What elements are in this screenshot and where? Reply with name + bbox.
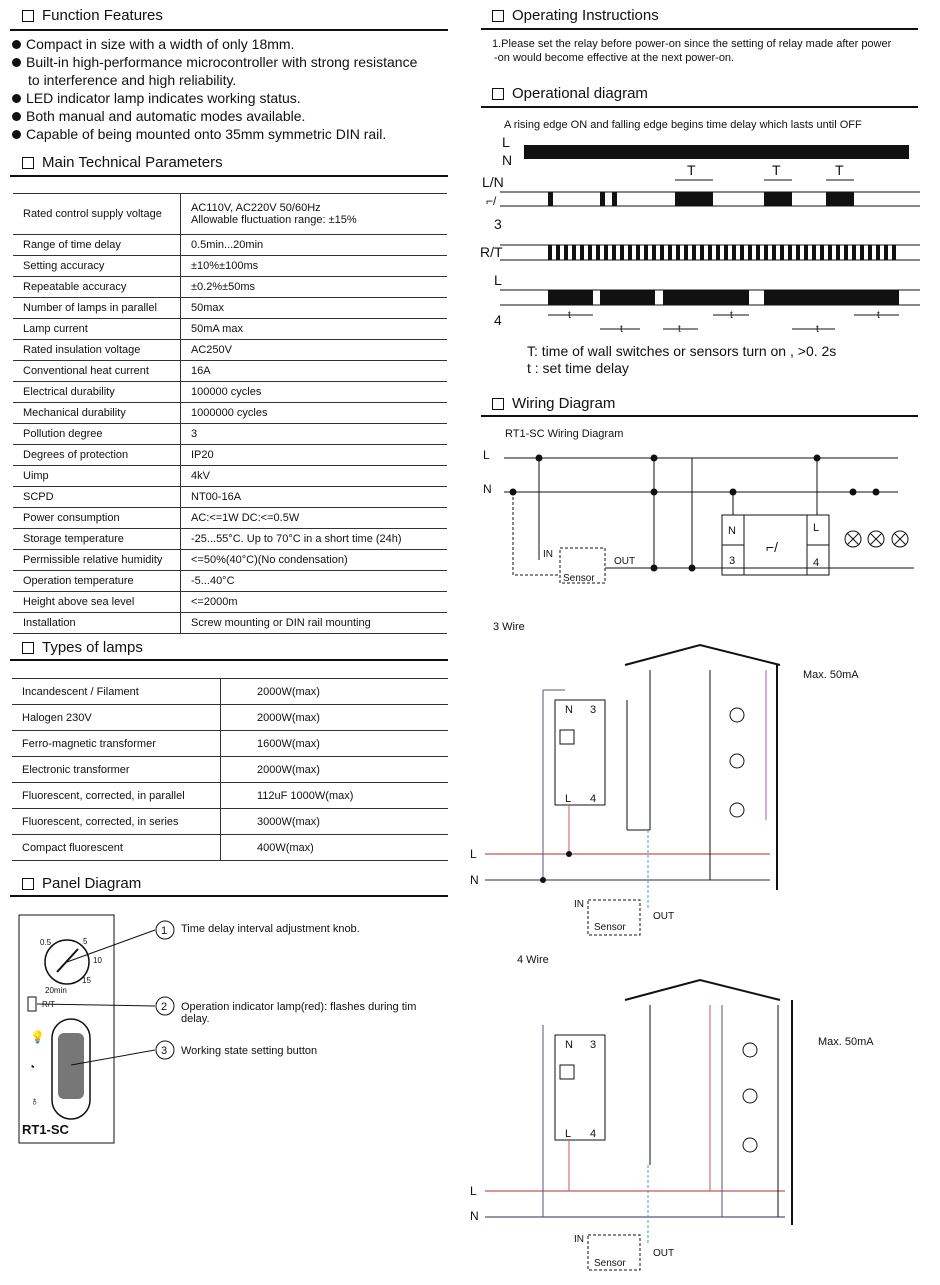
- param-value: ±0.2%±50ms: [181, 277, 448, 298]
- main-params-header: [22, 154, 223, 171]
- callout-1-text: Time delay interval adjustment knob.: [181, 923, 360, 935]
- svg-text:L: L: [565, 1128, 572, 1140]
- section-divider: [10, 29, 448, 31]
- table-row: [13, 340, 447, 361]
- table-row: [13, 424, 447, 445]
- blink-pulse: [692, 245, 696, 260]
- param-name: Power consumption: [13, 508, 181, 529]
- knob-label: 15: [82, 976, 91, 985]
- param-name: Electrical durability: [13, 382, 181, 403]
- state-button-face: [58, 1033, 84, 1099]
- blink-pulse: [772, 245, 776, 260]
- signal-label: N: [502, 152, 513, 168]
- model-name: RT1-SC: [22, 1122, 69, 1137]
- signal-label: R/T: [480, 244, 503, 260]
- lamp-max: 2000W(max): [221, 705, 449, 731]
- line-label: L: [470, 847, 477, 861]
- bullet-icon: [12, 58, 21, 67]
- section-divider: [481, 106, 918, 108]
- section-divider: [10, 175, 448, 177]
- section-title: Operational diagram: [512, 85, 648, 102]
- blink-pulse: [556, 245, 560, 260]
- lamp-icon: [730, 754, 744, 768]
- lamp-type: Fluorescent, corrected, in series: [12, 809, 221, 835]
- table-row: [13, 319, 447, 340]
- signal-label: 3: [494, 216, 502, 232]
- wiring-schematic: [480, 440, 920, 600]
- param-name: Height above sea level: [13, 592, 181, 613]
- table-row: [13, 571, 447, 592]
- param-value: 50max: [181, 298, 448, 319]
- table-row: [12, 705, 448, 731]
- blink-pulse: [852, 245, 856, 260]
- blink-pulse: [572, 245, 576, 260]
- param-value: AC:<=1W DC:<=0.5W: [181, 508, 448, 529]
- instruction-text: 1.Please set the relay before power-on since the setting of relay made after power: [492, 38, 892, 50]
- blink-pulse: [828, 245, 832, 260]
- param-name: Permissible relative humidity: [13, 550, 181, 571]
- blink-pulse: [748, 245, 752, 260]
- diagram-caption: A rising edge ON and falling edge begins time delay which lasts until OFF: [504, 119, 862, 131]
- panel-outline: [19, 915, 114, 1143]
- blink-pulse: [844, 245, 848, 260]
- blink-pulse: [628, 245, 632, 260]
- table-row: [13, 403, 447, 424]
- relay-module: [555, 700, 605, 805]
- svg-text:OUT: OUT: [614, 556, 636, 567]
- param-name: Conventional heat current: [13, 361, 181, 382]
- panel-diagram: [0, 905, 460, 1145]
- param-value: 1000000 cycles: [181, 403, 448, 424]
- blink-pulse: [764, 245, 768, 260]
- param-value: AC110V, AC220V 50/60Hz Allowable fluctuation range: ±15%: [181, 194, 448, 235]
- svg-text:4: 4: [590, 793, 597, 805]
- table-row: [13, 256, 447, 277]
- blink-pulse: [884, 245, 888, 260]
- line-label: L: [470, 1184, 477, 1198]
- lamp-icon: [743, 1138, 757, 1152]
- section-divider: [10, 659, 448, 661]
- blink-pulse: [876, 245, 880, 260]
- knob-label: 0.5: [40, 938, 52, 947]
- svg-text:t: t: [816, 324, 819, 335]
- knob-label: 20min: [45, 986, 67, 995]
- param-name: Degrees of protection: [13, 445, 181, 466]
- table-row: [13, 361, 447, 382]
- table-row: [12, 757, 448, 783]
- svg-text:L: L: [813, 522, 820, 534]
- param-name: Pollution degree: [13, 424, 181, 445]
- section-title: Operating Instructions: [512, 7, 659, 24]
- table-row: [13, 382, 447, 403]
- line-label: N: [470, 873, 479, 887]
- blink-pulse: [580, 245, 584, 260]
- blink-pulse: [860, 245, 864, 260]
- table-row: [13, 550, 447, 571]
- feature-item-continuation: to interference and high reliability.: [28, 72, 237, 88]
- blink-pulse: [716, 245, 720, 260]
- 3-wire-max: Max. 50mA: [803, 669, 859, 681]
- svg-text:N: N: [728, 525, 736, 537]
- checkbox-square-icon: [492, 10, 504, 22]
- svg-text:Sensor: Sensor: [594, 1258, 626, 1269]
- 4-wire-title: 4 Wire: [517, 954, 549, 966]
- svg-text:t: t: [568, 310, 571, 321]
- blink-pulse: [804, 245, 808, 260]
- lamp-icon: [868, 531, 884, 547]
- blink-pulse: [660, 245, 664, 260]
- T-markers: [675, 162, 854, 180]
- svg-text:1: 1: [161, 925, 168, 937]
- blink-pulse: [652, 245, 656, 260]
- section-title: Main Technical Parameters: [42, 154, 223, 171]
- section-divider: [481, 415, 918, 417]
- blink-pulse: [892, 245, 896, 260]
- param-name: Setting accuracy: [13, 256, 181, 277]
- table-row: [13, 613, 447, 634]
- lamp-icon: [730, 803, 744, 817]
- wiring-diagram-header: [492, 395, 615, 412]
- lamp-type: Compact fluorescent: [12, 835, 221, 861]
- signal-label: L: [502, 134, 510, 150]
- param-value: ±10%±100ms: [181, 256, 448, 277]
- blink-pulse: [604, 245, 608, 260]
- blink-pulse: [732, 245, 736, 260]
- knob-label: 5: [83, 937, 88, 946]
- bulb-off-icon: ♁: [30, 1094, 39, 1108]
- blink-pulse: [836, 245, 840, 260]
- feature-item: LED indicator lamp indicates working status.: [12, 89, 452, 107]
- table-row: [13, 445, 447, 466]
- blink-pulse: [684, 245, 688, 260]
- param-value: 4kV: [181, 466, 448, 487]
- clock-icon: ◔: [28, 1060, 36, 1074]
- table-row: [13, 466, 447, 487]
- roof: [625, 645, 780, 665]
- svg-text:N: N: [565, 1039, 573, 1051]
- lamp-icon: [892, 531, 908, 547]
- types-of-lamps-header: [22, 639, 143, 656]
- relay-contact-symbol: ⌐/: [766, 539, 779, 555]
- section-title: Panel Diagram: [42, 875, 142, 892]
- feature-item: Built-in high-performance microcontroller with strong resistance: [12, 53, 452, 71]
- section-divider: [481, 28, 918, 30]
- blink-pulse: [588, 245, 592, 260]
- svg-text:N: N: [565, 704, 573, 716]
- blink-pulse: [756, 245, 760, 260]
- param-value: 50mA max: [181, 319, 448, 340]
- table-row: [13, 487, 447, 508]
- bullet-icon: [12, 40, 21, 49]
- svg-text:4: 4: [813, 557, 820, 569]
- lamps-table: [12, 678, 448, 861]
- table-row: [12, 679, 448, 705]
- params-table: [13, 193, 447, 634]
- section-title: Types of lamps: [42, 639, 143, 656]
- callout-3-text: Working state setting button: [181, 1045, 318, 1057]
- rt-label: R/T: [42, 1000, 55, 1009]
- blink-pulse: [636, 245, 640, 260]
- checkbox-square-icon: [22, 642, 34, 654]
- svg-text:Sensor: Sensor: [594, 922, 626, 933]
- 4-wire-diagram: [470, 975, 890, 1275]
- instruction-text: -on would become effective at the next power-on.: [494, 52, 735, 64]
- operational-diagram-header: [492, 85, 648, 102]
- bullet-icon: [12, 112, 21, 121]
- param-value: AC250V: [181, 340, 448, 361]
- bullet-icon: [12, 130, 21, 139]
- svg-text:t: t: [877, 310, 880, 321]
- 3-wire-title: 3 Wire: [493, 621, 525, 633]
- table-row: [13, 508, 447, 529]
- signal-label: L: [494, 272, 502, 288]
- lamp-max: 112uF 1000W(max): [221, 783, 449, 809]
- param-name: Uimp: [13, 466, 181, 487]
- param-name: Lamp current: [13, 319, 181, 340]
- param-value: 16A: [181, 361, 448, 382]
- line-label: N: [470, 1209, 479, 1223]
- feature-item: Capable of being mounted onto 35mm symmetric DIN rail.: [12, 125, 452, 143]
- bulb-on-icon: 💡: [30, 1030, 45, 1044]
- lamp-max: 3000W(max): [221, 809, 449, 835]
- svg-text:3: 3: [161, 1045, 168, 1057]
- param-name: Storage temperature: [13, 529, 181, 550]
- lamp-type: Fluorescent, corrected, in parallel: [12, 783, 221, 809]
- callout-2-text: Operation indicator lamp(red): flashes during tim delay.: [181, 1001, 417, 1025]
- checkbox-square-icon: [492, 398, 504, 410]
- checkbox-square-icon: [22, 157, 34, 169]
- relay-module: [555, 1035, 605, 1140]
- lamp-type: Halogen 230V: [12, 705, 221, 731]
- table-row: [13, 529, 447, 550]
- checkbox-square-icon: [492, 88, 504, 100]
- lamp-type: Electronic transformer: [12, 757, 221, 783]
- output-signal: [500, 290, 920, 305]
- param-value: 100000 cycles: [181, 382, 448, 403]
- feature-item: Compact in size with a width of only 18mm.: [12, 35, 452, 53]
- svg-text:3: 3: [729, 555, 736, 567]
- svg-text:T: T: [835, 162, 844, 178]
- param-name: Range of time delay: [13, 235, 181, 256]
- panel-diagram-header: [22, 875, 141, 892]
- timing-note: T: time of wall switches or sensors turn on , >0. 2s: [527, 343, 837, 359]
- wiring-subtitle: RT1-SC Wiring Diagram: [505, 428, 624, 440]
- function-features-header: [22, 7, 163, 24]
- svg-text:T: T: [687, 162, 696, 178]
- param-value: IP20: [181, 445, 448, 466]
- svg-text:OUT: OUT: [653, 911, 675, 922]
- blink-pulse: [700, 245, 704, 260]
- param-name: Installation: [13, 613, 181, 634]
- lamp-type: Ferro-magnetic transformer: [12, 731, 221, 757]
- lamp-max: 400W(max): [221, 835, 449, 861]
- svg-text:4: 4: [590, 1128, 597, 1140]
- svg-text:T: T: [772, 162, 781, 178]
- svg-text:Sensor: Sensor: [563, 573, 595, 584]
- lamp-icon: [845, 531, 861, 547]
- signal-label: 4: [494, 312, 502, 328]
- param-value: 3: [181, 424, 448, 445]
- table-row: [13, 592, 447, 613]
- blink-pulse: [812, 245, 816, 260]
- svg-text:IN: IN: [574, 1234, 584, 1245]
- knob-label: 10: [93, 956, 102, 965]
- svg-text:2: 2: [161, 1001, 168, 1013]
- svg-text:t: t: [730, 310, 733, 321]
- operating-instructions-header: [492, 7, 659, 24]
- feature-item: Both manual and automatic modes available.: [12, 107, 452, 125]
- svg-text:IN: IN: [574, 899, 584, 910]
- checkbox-square-icon: [22, 878, 34, 890]
- blink-pulse: [596, 245, 600, 260]
- svg-text:IN: IN: [543, 549, 553, 560]
- blink-pulse: [612, 245, 616, 260]
- 4-wire-max: Max. 50mA: [818, 1036, 874, 1048]
- table-row: [13, 194, 447, 235]
- roof: [625, 980, 780, 1000]
- lamp-icon: [743, 1043, 757, 1057]
- lamp-max: 1600W(max): [221, 731, 449, 757]
- svg-text:t: t: [620, 324, 623, 335]
- callout-line: [67, 930, 155, 962]
- param-value: -5...40°C: [181, 571, 448, 592]
- section-title: Wiring Diagram: [512, 395, 616, 412]
- line-label: N: [483, 482, 492, 496]
- rt-blink-signal: [500, 245, 920, 260]
- blink-pulse: [788, 245, 792, 260]
- table-row: [12, 783, 448, 809]
- blink-pulse: [740, 245, 744, 260]
- svg-text:3: 3: [590, 1039, 597, 1051]
- param-name: Rated insulation voltage: [13, 340, 181, 361]
- indicator-lamp: [28, 997, 36, 1011]
- param-name: Rated control supply voltage: [13, 194, 181, 235]
- blink-pulse: [820, 245, 824, 260]
- param-value: <=2000m: [181, 592, 448, 613]
- blink-pulse: [724, 245, 728, 260]
- param-value: 0.5min...20min: [181, 235, 448, 256]
- 3-wire-diagram: [470, 640, 890, 940]
- svg-text:3: 3: [590, 704, 597, 716]
- blink-pulse: [796, 245, 800, 260]
- table-row: [13, 298, 447, 319]
- checkbox-square-icon: [22, 10, 34, 22]
- lamp-type: Incandescent / Filament: [12, 679, 221, 705]
- table-row: [12, 809, 448, 835]
- table-row: [13, 277, 447, 298]
- param-name: Mechanical durability: [13, 403, 181, 424]
- blink-pulse: [548, 245, 552, 260]
- blink-pulse: [708, 245, 712, 260]
- param-value: NT00-16A: [181, 487, 448, 508]
- input-signal: [500, 192, 920, 206]
- blink-pulse: [620, 245, 624, 260]
- blink-pulse: [668, 245, 672, 260]
- param-name: Number of lamps in parallel: [13, 298, 181, 319]
- lamp-max: 2000W(max): [221, 679, 449, 705]
- table-row: [12, 835, 448, 861]
- switch-symbol: ⌐/: [486, 194, 497, 208]
- lamp-icon: [730, 708, 744, 722]
- power-signal: [524, 145, 909, 159]
- section-divider: [10, 895, 448, 897]
- knob-pointer: [57, 949, 78, 972]
- timing-diagram: [480, 135, 920, 335]
- lamp-icon: [743, 1089, 757, 1103]
- table-row: [13, 235, 447, 256]
- table-row: [12, 731, 448, 757]
- blink-pulse: [676, 245, 680, 260]
- param-value: Screw mounting or DIN rail mounting: [181, 613, 448, 634]
- signal-label: L/N: [482, 174, 504, 190]
- section-title: Function Features: [42, 7, 163, 24]
- blink-pulse: [780, 245, 784, 260]
- param-name: SCPD: [13, 487, 181, 508]
- param-value: -25...55°C. Up to 70°C in a short time (24h): [181, 529, 448, 550]
- blink-pulse: [564, 245, 568, 260]
- line-label: L: [483, 448, 490, 462]
- param-value: <=50%(40°C)(No condensation): [181, 550, 448, 571]
- param-name: Operation temperature: [13, 571, 181, 592]
- bullet-icon: [12, 94, 21, 103]
- svg-text:OUT: OUT: [653, 1248, 675, 1259]
- blink-pulse: [868, 245, 872, 260]
- timing-note: t : set time delay: [527, 360, 629, 376]
- lamp-max: 2000W(max): [221, 757, 449, 783]
- blink-pulse: [644, 245, 648, 260]
- t-markers: [548, 310, 899, 335]
- svg-text:t: t: [678, 324, 681, 335]
- svg-text:L: L: [565, 793, 572, 805]
- param-name: Repeatable accuracy: [13, 277, 181, 298]
